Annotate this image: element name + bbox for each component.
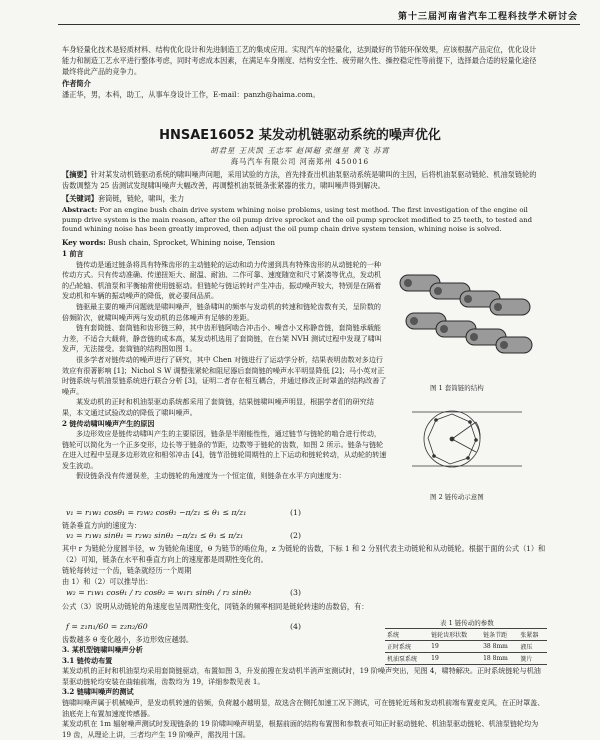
equation-text-e: 公式（3）说明从动链轮的角速度也呈周期性变化，同链条的频率相同是链轮转速的齿数倍，有： [62, 602, 369, 611]
section-2-heading: 2 链传动啸叫噪声产生的原因 [62, 418, 155, 428]
equation-1: v₁ = r₁w₁ cosθ₁ = r₂w₂ cosθ₂ −π/z₁ ≤ θ₁ ≤ π/z₁ [66, 508, 247, 517]
table-cell: 簧片 [518, 653, 547, 665]
equation-1-number: (1) [290, 508, 302, 517]
table-cell: 液压 [518, 641, 547, 653]
equation-2: v₂ = r₁w₁ sinθ₁ = r₂w₂ sinθ₂ −π/z₁ ≤ θ₁ ≤ π/z₁ [66, 531, 244, 540]
author-bio [62, 78, 542, 100]
table-cell: 18 8mm [481, 653, 518, 665]
equation-3-number: (3) [290, 588, 302, 597]
equation-2-number: (2) [290, 531, 302, 540]
table-cell: 19 [429, 641, 481, 653]
equation-4: f = z₁n₁/60 = z₂n₂/60 [66, 622, 148, 631]
conference-title: 第十三届河南省汽车工程科技学术研讨会 [397, 12, 578, 22]
table-1-caption: 表 1 链传动的参数 [440, 619, 494, 627]
keywords-en: Key words: Bush chain, Sprocket, Whining noise, Tension [62, 238, 276, 247]
section-1-heading: 1 前言 [62, 249, 84, 258]
table-header-cell: 链条节距 [481, 629, 518, 641]
section-3-2-paragraph-1: 链啸叫噪声属于机械噪声，是发动机转速的倍频，负荷越小越明显，故选含在侧托加速工况下测试，可在链轮近场和发动机前端布置麦克风，在正时罩盖、油底壳上布置加速度传感器。 [62, 697, 545, 718]
table-header-cell: 系统 [385, 629, 429, 641]
table-header-cell: 链轮齿形状数 [429, 629, 481, 641]
table-cell: 正时系统 [385, 641, 429, 653]
figure-2-chain-drive-diagram [392, 392, 542, 484]
article-affiliation: 海马汽车有限公司 河南郑州 450016 [230, 157, 370, 166]
table-header-row [385, 629, 547, 641]
section-3-2-paragraph-2: 某发动机在 1m 辐射噪声测试时发现链条的 19 阶啸叫噪声明显，根据前面的结构布置图和参数表可知正时驱动链轮、机油泵驱动链轮、机油泵链轮均为 19 齿，从理论上讲，三者均产生 19 阶噪声，需找用十国。 [62, 719, 539, 739]
prev-article-paragraph: 车身轻量化技术是轻质材料、结构优化设计和先进制造工艺的集成应用。实现汽车的轻量化，达到最好的节能环保效果，应该根据产品定位，优化设计能力和制造工艺水平进行整体考虑，同时考虑成本因素，在满足车身刚度、结构安全性、疲劳耐久性、操控稳定性等前提下，选择最合适的轻量化途径 最终将此产品的竞争力。 [62, 45, 537, 76]
equation-text-b: 其中 r 为链轮分度圆半径，w 为链轮角速度，θ 为链节的啮位角，z 为链轮的齿数，下标 1 和 2 分别代表主动链轮和从动链轮。根据于面的公式（1）和（2）可知，链条在水平和垂直方向上的速度都是周期性变化的。 [62, 544, 546, 564]
section-3-2-heading: 3.2 链啸叫噪声的测试 [62, 687, 134, 697]
table-cell: 机油泵系统 [385, 653, 429, 665]
equation-4-number: (4) [290, 622, 302, 631]
table-header-cell: 张紧器 [518, 629, 547, 641]
equation-text-a: 链条垂直方向的速度为： [62, 521, 142, 530]
section-3 [62, 645, 547, 740]
figure-1-bush-chain [392, 255, 542, 375]
abstract-en: Abstract: For an engine bush chain drive system whining noise problems, using test method. The first investigation of the engine oil pump drive system is the main reason, after the oil pump drive sprocket and the oil pump sprocket modified to 25 teeth, to tested and found whining noise has been greatly improved, then adjust the oil pump chain drive system tension, whining noise is solved. [62, 206, 533, 234]
section-1-paragraph-4: 很多学者对链传动的噪声进行了研究，其中 Chen 对链进行了运动学分析，结果表明齿数对多边行效应有很著影响 [1]；Nichol S W 调整张紧轮和阻尼器后套筒链的噪声水平明显降低 [2]；马小英对正时链系统与机油泵链系统进行联合分析 [3]，证明二者存在相互耦合，并通过修改正时罩盖的结构改善了噪声。 [62, 354, 387, 396]
article-title: HNSAE16052 某发动机链驱动系统的噪声优化 [159, 128, 441, 143]
section-1-paragraph-1: 链传动是通过链条将具有特殊齿形的主动链轮的运动和动力传递到具有特殊齿形的从动链轮的一种传动方式。只有传动准确、传递扭矩大、耐温、耐油、二作可靠、速度随宽和尺寸紧凑等优点，发动机的凸轮轴、机油泵和平衡轴常使用链驱动。但链轮与链运转时产生冲击，振动噪声较大，特别是在隔着发动机和车辆的振动噪声的降低，就必要间品质。 [62, 259, 382, 301]
section-2-paragraph-1: 多边形效应是链传动啸叫产生的主要原因，链条是半刚能性性，通过链节与链轮的啮合进行传动，链轮可以简化为一个正多变形，边长等于链条的节距，边数等于链轮的齿数，如图 2 所示。链条与链轮在进入过程中呈现多边形效应和相邻冲击 [4]，链节沿链轮周期性的上下运动和链轮转动，从动轮的转速发生波动。 [62, 429, 387, 470]
running-header [0, 0, 600, 28]
section-2-paragraph-2: 假设链条没有传递误差，主动链轮的角速度为一个恒定值，则链条在水平方向速度为： [76, 471, 346, 481]
author-bio-text: 潘正华，男，本科，助工，从事车身设计工作，E-mail：panzh@haima.com。 [62, 90, 320, 99]
section-1-paragraph-2: 链驱最主要的噪声问题就是啸叫噪声，链条啸叫的频率与发动机的转速和链轮齿数有关，呈阶数的倍频阶次，就啸叫噪声两与发动机的总体噪声有足够的差距。 [62, 301, 382, 322]
article-authors: 胡君星 王庆凯 王志军 赵国超 张继星 黄飞 苏霄 [210, 146, 390, 155]
header-rule [58, 24, 580, 25]
section-3-heading: 3. 某机型链啸叫噪声分析 [62, 645, 143, 654]
section-1-paragraph-3: 链有套筒链、套筒链和齿形链三种，其中齿形链阿啮合冲击小、噪音小又称静音链，套筒链承载能力差，不适合大载荷，静音链的成本高，某发动机选用了套筒链，在台架 NVH 测试过程中发现了啸叫发声，无法接受。套筒链的结构图如图 1。 [62, 323, 382, 354]
table-cell: 19 [429, 653, 481, 665]
body-column [62, 249, 387, 482]
equation-text-c: 链轮每转过一个齿，链条就经历一个周期 [62, 566, 192, 575]
section-3-1-paragraph: 某发动机的正时和机油泵均采用套筒链驱动，布置如图 3，升发前搜在发动机半消声室测试时，19 阶噪声突出，见图 4，啸特解决。正时系统链轮与机油泵驱动链轮均安装在曲轴前端，齿数均为 19，详细参数见表 1。 [62, 666, 541, 686]
table-cell: 38 8mm [481, 641, 518, 653]
figure-2-caption: 图 2 链传动示意图 [430, 493, 484, 501]
section-1-paragraph-5: 某发动机的正时和机油泵驱动系统都采用了套筒链，结果链啸叫噪声明显，根据学者们的研究结果，本文通过试验改动的降低了啸叫噪声。 [62, 397, 374, 417]
figure-1-caption: 图 1 套筒链的结构 [430, 384, 484, 392]
abstract-cn: 【摘要】针对某发动机链驱动系统的啸叫噪声问题，采用试验的方法，首先排查出机油泵驱动系统是啸叫的主因，后将机油泵驱动链轮、机油泵链轮的齿数调整为 25 齿测试发现啸叫噪声大幅改善，再调整机油泵链条张紧器的张力，啸叫噪声得到解决。 [62, 170, 537, 190]
keywords-cn: 【关键词】套筒链，链轮，啸叫，张力 [62, 194, 185, 203]
equation-3: w₂ = r₁w₁ cosθ₁ / r₂ cosθ₂ = w₁r₁ sinθ₁ / r₂ sinθ₂ [66, 588, 252, 597]
section-3-1-heading: 3.1 链传动布置 [62, 655, 113, 665]
author-bio-label: 作者简介 [62, 79, 91, 88]
equation-text-d: 由 1）和（2）可以推导出： [62, 577, 153, 586]
equation-text-f: 齿数越多 θ 变化越小，多边形效应越弱。 [62, 635, 194, 644]
